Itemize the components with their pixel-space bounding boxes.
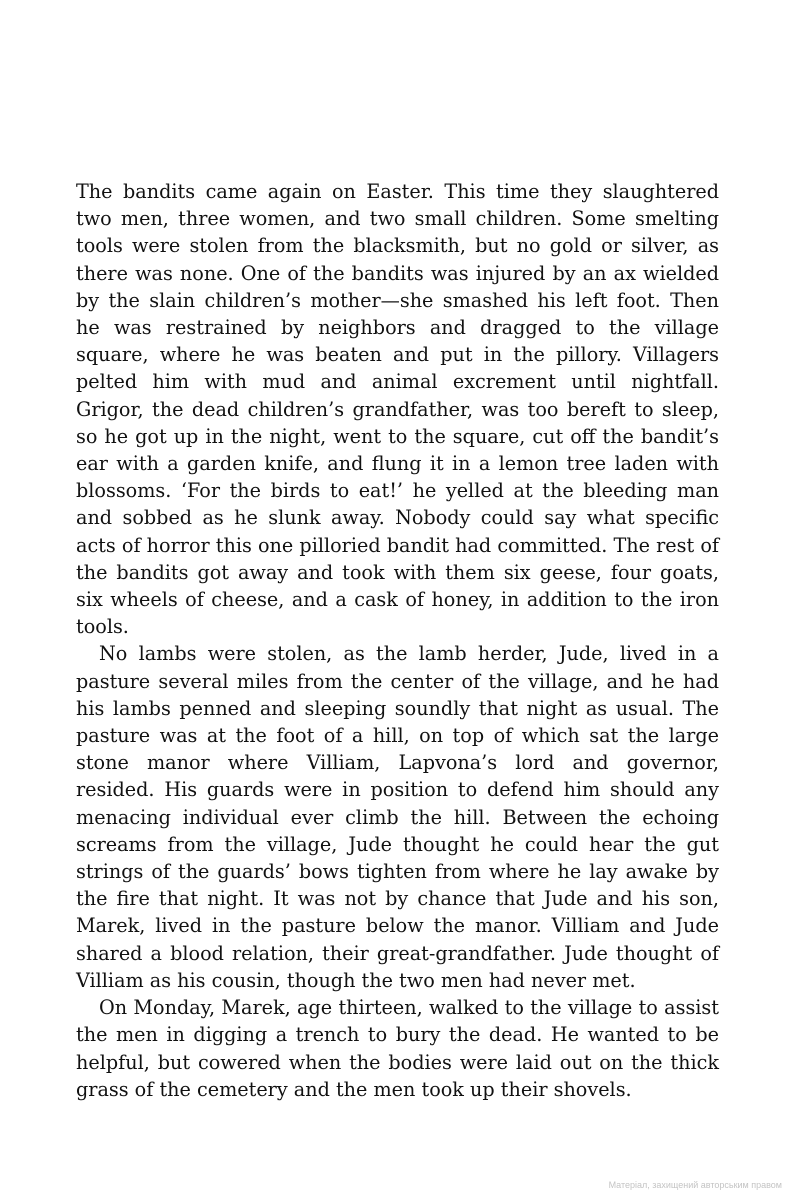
paragraph-2: No lambs were stolen, as the lamb herder, Jude, lived in a pasture several miles from the center of the village, and he had his lambs penned and sleeping soundly that night as usual. The pasture was at the foot of a hill, on top of which sat the large stone manor where Villiam, Lapvona’s lord and governor, resided. His guards were in position to defend him should any menacing individual ever climb the hill. Between the echoing screams from the village, Jude thought he could hear the gut strings of the guards’ bows tighten from where he lay awake by the fire that night. It was not by chance that Jude and his son, Marek, lived in the pasture below the manor. Villiam and Jude shared a blood relation, their great-grandfather. Jude thought of Villiam as his cousin, though the two men had never met. [76, 642, 719, 992]
book-page-body [76, 178, 719, 1103]
paragraph-3: On Monday, Marek, age thirteen, walked to the village to assist the men in digging a trench to bury the dead. He wanted to be helpful, but cowered when the bodies were laid out on the thick grass of the cemetery and the men took up their shovels. [76, 996, 719, 1101]
paragraph-1: The bandits came again on Easter. This time they slaughtered two men, three women, and two small children. Some smelting tools were stolen from the blacksmith, but no gold or silver, as there was none. One of the bandits was injured by an ax wielded by the slain children’s mother—she smashed his left foot. Then he was restrained by neighbors and dragged to the village square, where he was beaten and put in the pillory. Villagers pelted him with mud and animal excrement until nightfall. Grigor, the dead children’s grandfather, was too bereft to sleep, so he got up in the night, went to the square, cut off the bandit’s ear with a garden knife, and flung it in a lemon tree laden with blossoms. ‘For the birds to eat!’ he yelled at the bleeding man and sobbed as he slunk away. Nobody could say what specific acts of horror this one pilloried bandit had committed. The rest of the bandits got away and took with them six geese, four goats, six wheels of cheese, and a cask of honey, in addition to the iron tools. [76, 180, 719, 639]
copyright-watermark: Матеріал, захищений авторським правом [608, 1180, 782, 1190]
